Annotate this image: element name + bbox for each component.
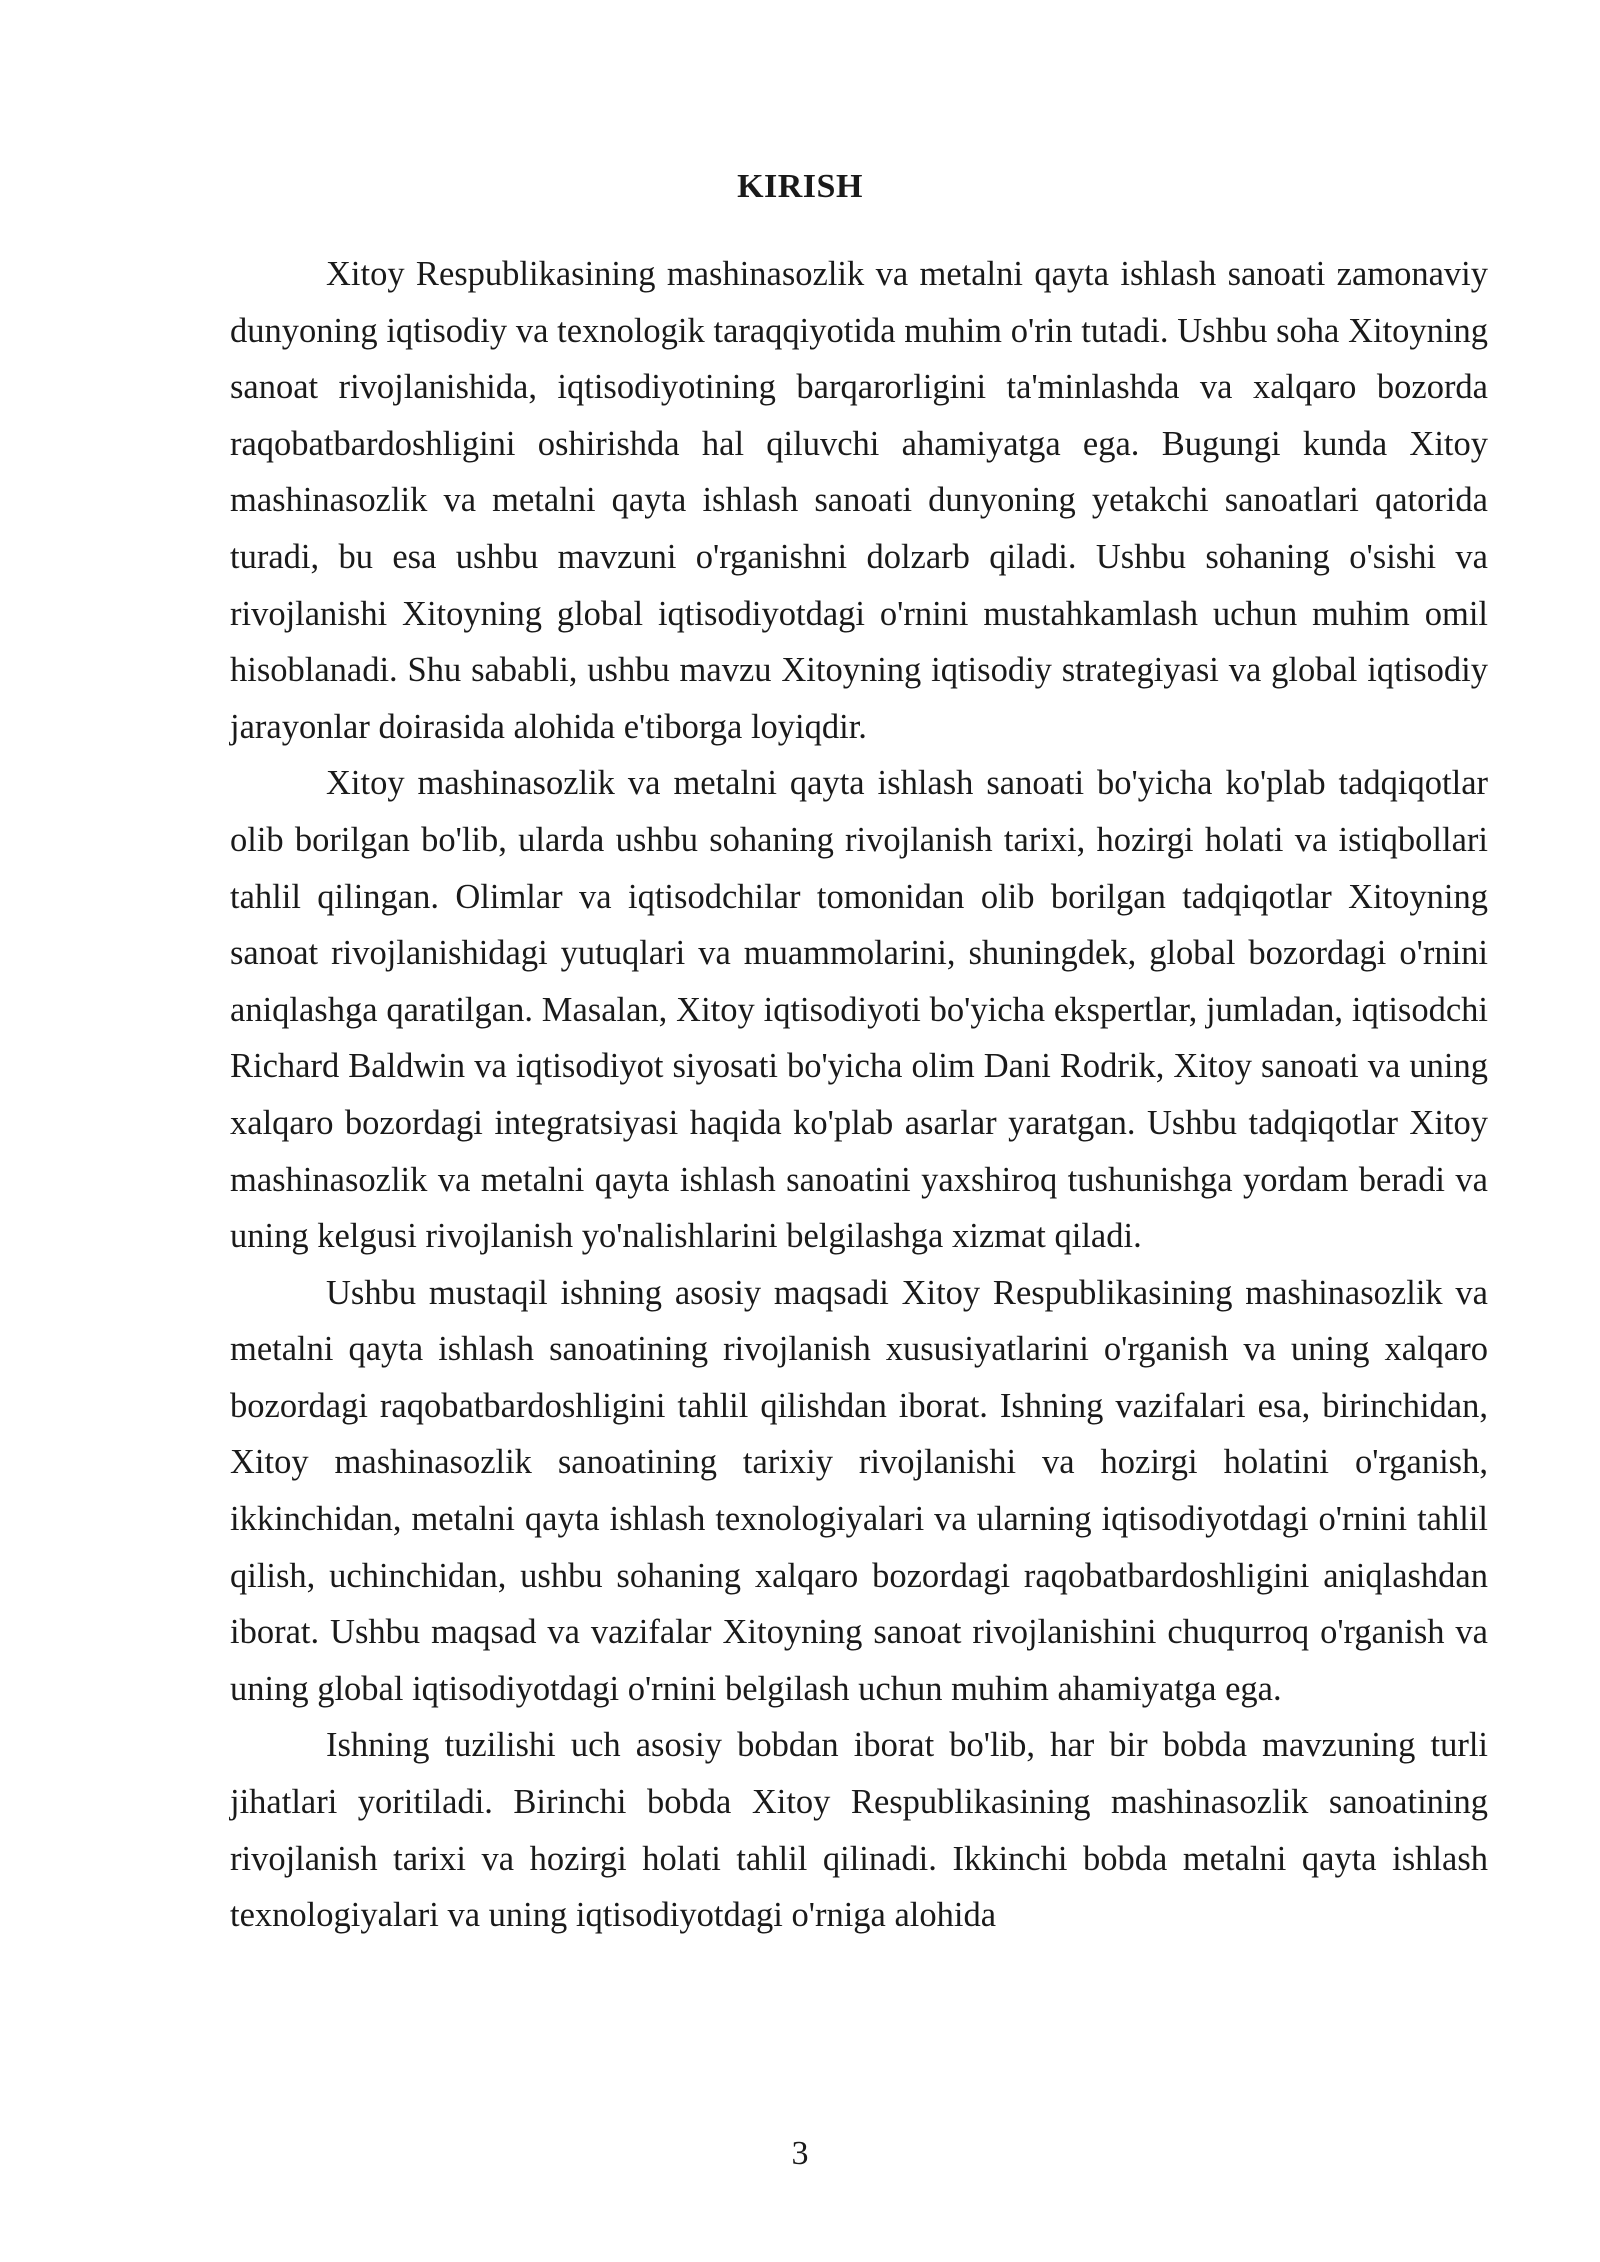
- body-text: [230, 246, 1488, 1944]
- paragraph-1: Xitoy Respublikasining mashinasozlik va metalni qayta ishlash sanoati zamonaviy dunyoning iqtisodiy va texnologik taraqqiyotida muhim o'rin tutadi. Ushbu soha Xitoyning sanoat rivojlanishida, iqtisodiyotining barqarorligini ta'minlashda va xalqaro bozorda raqobatbardoshligini oshirishda hal qiluvchi ahamiyatga ega. Bugungi kunda Xitoy mashinasozlik va metalni qayta ishlash sanoati dunyoning yetakchi sanoatlari qatorida turadi, bu esa ushbu mavzuni o'rganishni dolzarb qiladi. Ushbu sohaning o'sishi va rivojlanishi Xitoyning global iqtisodiyotdagi o'rnini mustahkamlash uchun muhim omil hisoblanadi. Shu sababli, ushbu mavzu Xitoyning iqtisodiy strategiyasi va global iqtisodiy jarayonlar doirasida alohida e'tiborga loyiqdir.: [230, 255, 1488, 746]
- paragraph-3: Ushbu mustaqil ishning asosiy maqsadi Xitoy Respublikasining mashinasozlik va metalni qayta ishlash sanoatining rivojlanish xususiyatlarini o'rganish va uning xalqaro bozordagi raqobatbardoshligini tahlil qilishdan iborat. Ishning vazifalari esa, birinchidan, Xitoy mashinasozlik sanoatining tarixiy rivojlanishi va hozirgi holatini o'rganish, ikkinchidan, metalni qayta ishlash texnologiyalari va ularning iqtisodiyotdagi o'rnini tahlil qilish, uchinchidan, ushbu sohaning xalqaro bozordagi raqobatbardoshligini aniqlashdan iborat. Ushbu maqsad va vazifalar Xitoyning sanoat rivojlanishini chuqurroq o'rganish va uning global iqtisodiyotdagi o'rnini belgilash uchun muhim ahamiyatga ega.: [230, 1273, 1488, 1708]
- section-heading: KIRISH: [737, 168, 863, 205]
- paragraph-4: Ishning tuzilishi uch asosiy bobdan iborat bo'lib, har bir bobda mavzuning turli jihatlari yoritiladi. Birinchi bobda Xitoy Respublikasining mashinasozlik sanoatining rivojlanish tarixi va hozirgi holati tahlil qilinadi. Ikkinchi bobda metalni qayta ishlash texnologiyalari va uning iqtisodiyotdagi o'rniga alohida: [230, 1726, 1488, 1935]
- page-number: 3: [791, 2135, 809, 2172]
- paragraph-2: Xitoy mashinasozlik va metalni qayta ishlash sanoati bo'yicha ko'plab tadqiqotlar olib borilgan bo'lib, ularda ushbu sohaning rivojlanish tarixi, hozirgi holati va istiqbollari tahlil qilingan. Olimlar va iqtisodchilar tomonidan olib borilgan tadqiqotlar Xitoyning sanoat rivojlanishidagi yutuqlari va muammolarini, shuningdek, global bozordagi o'rnini aniqlashga qaratilgan. Masalan, Xitoy iqtisodiyoti bo'yicha ekspertlar, jumladan, iqtisodchi Richard Baldwin va iqtisodiyot siyosati bo'yicha olim Dani Rodrik, Xitoy sanoati va uning xalqaro bozordagi integratsiyasi haqida ko'plab asarlar yaratgan. Ushbu tadqiqotlar Xitoy mashinasozlik va metalni qayta ishlash sanoatini yaxshiroq tushunishga yordam beradi va uning kelgusi rivojlanish yo'nalishlarini belgilashga xizmat qiladi.: [230, 764, 1488, 1256]
